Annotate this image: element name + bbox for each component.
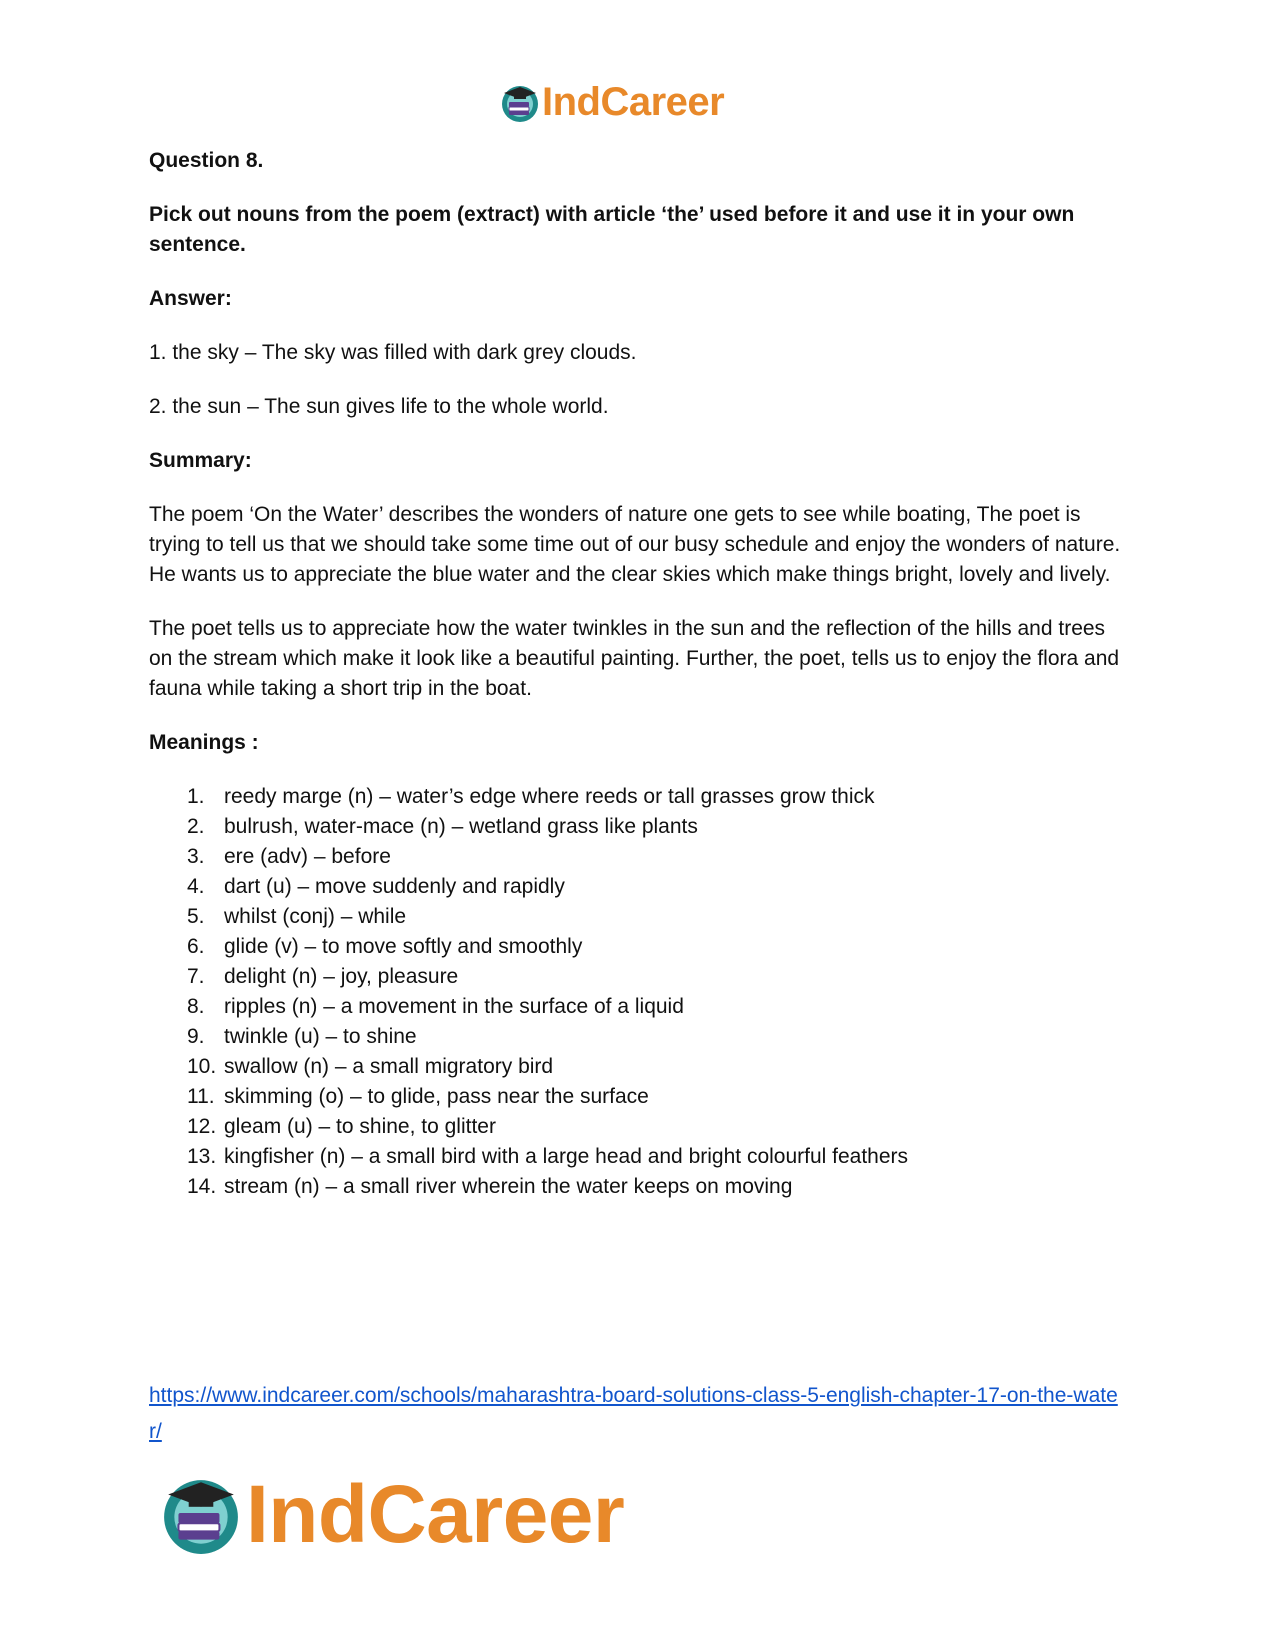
logo-text: IndCareer — [246, 1469, 625, 1560]
list-item: 7. delight (n) – joy, pleasure — [187, 965, 459, 988]
graduation-cap-book-icon — [500, 83, 540, 123]
document-body — [149, 146, 1134, 1202]
question-text: Pick out nouns from the poem (extract) with article ‘the’ used before it and use it in your own sentence. — [149, 203, 1075, 256]
list-item: 13. kingfisher (n) – a small bird with a large head and bright colourful feathers — [187, 1145, 909, 1168]
answer-item-2: 2. the sun – The sun gives life to the whole world. — [149, 395, 609, 418]
summary-paragraph-2: The poet tells us to appreciate how the water twinkles in the sun and the reflection of the hills and trees on the stream which make it look like a beautiful painting. Further, the poet, tells us to enjoy the flora and fauna while taking a short trip in the boat. — [149, 617, 1120, 700]
header-logo — [500, 80, 724, 125]
list-item: 5. whilst (conj) – while — [187, 905, 407, 928]
question-title: Question 8. — [149, 149, 264, 172]
list-item: 8. ripples (n) – a movement in the surface of a liquid — [187, 995, 684, 1018]
list-item: 14. stream (n) – a small river wherein the water keeps on moving — [187, 1175, 793, 1198]
summary-label: Summary: — [149, 449, 252, 472]
logo-text: IndCareer — [542, 80, 725, 124]
list-item: 3. ere (adv) – before — [187, 845, 391, 868]
answer-label: Answer: — [149, 287, 232, 310]
list-item: 12. gleam (u) – to shine, to glitter — [187, 1115, 496, 1138]
answer-item-1: 1. the sky – The sky was filled with dark grey clouds. — [149, 341, 637, 364]
list-item: 2. bulrush, water-mace (n) – wetland grass like plants — [187, 815, 698, 838]
source-link[interactable]: https://www.indcareer.com/schools/maharashtra-board-solutions-class-5-english-chapter-17-on-the-water/ — [149, 1384, 1118, 1443]
list-item: 10. swallow (n) – a small migratory bird — [187, 1055, 554, 1078]
graduation-cap-book-icon — [160, 1474, 242, 1556]
list-item: 4. dart (u) – move suddenly and rapidly — [187, 875, 565, 898]
list-item: 11. skimming (o) – to glide, pass near the surface — [187, 1085, 649, 1108]
list-item: 1. reedy marge (n) – water’s edge where reeds or tall grasses grow thick — [187, 785, 875, 808]
list-item: 9. twinkle (u) – to shine — [187, 1025, 417, 1048]
footer-logo — [160, 1468, 624, 1562]
list-item: 6. glide (v) – to move softly and smoothly — [187, 935, 583, 958]
meanings-label: Meanings : — [149, 731, 259, 754]
summary-paragraph-1: The poem ‘On the Water’ describes the wonders of nature one gets to see while boating, The poet is trying to tell us that we should take some time out of our busy schedule and enjoy the wonders of nature. He wants us to appreciate the blue water and the clear skies which make things bright, lovely and lively. — [149, 503, 1121, 586]
meanings-list — [149, 782, 1134, 1202]
